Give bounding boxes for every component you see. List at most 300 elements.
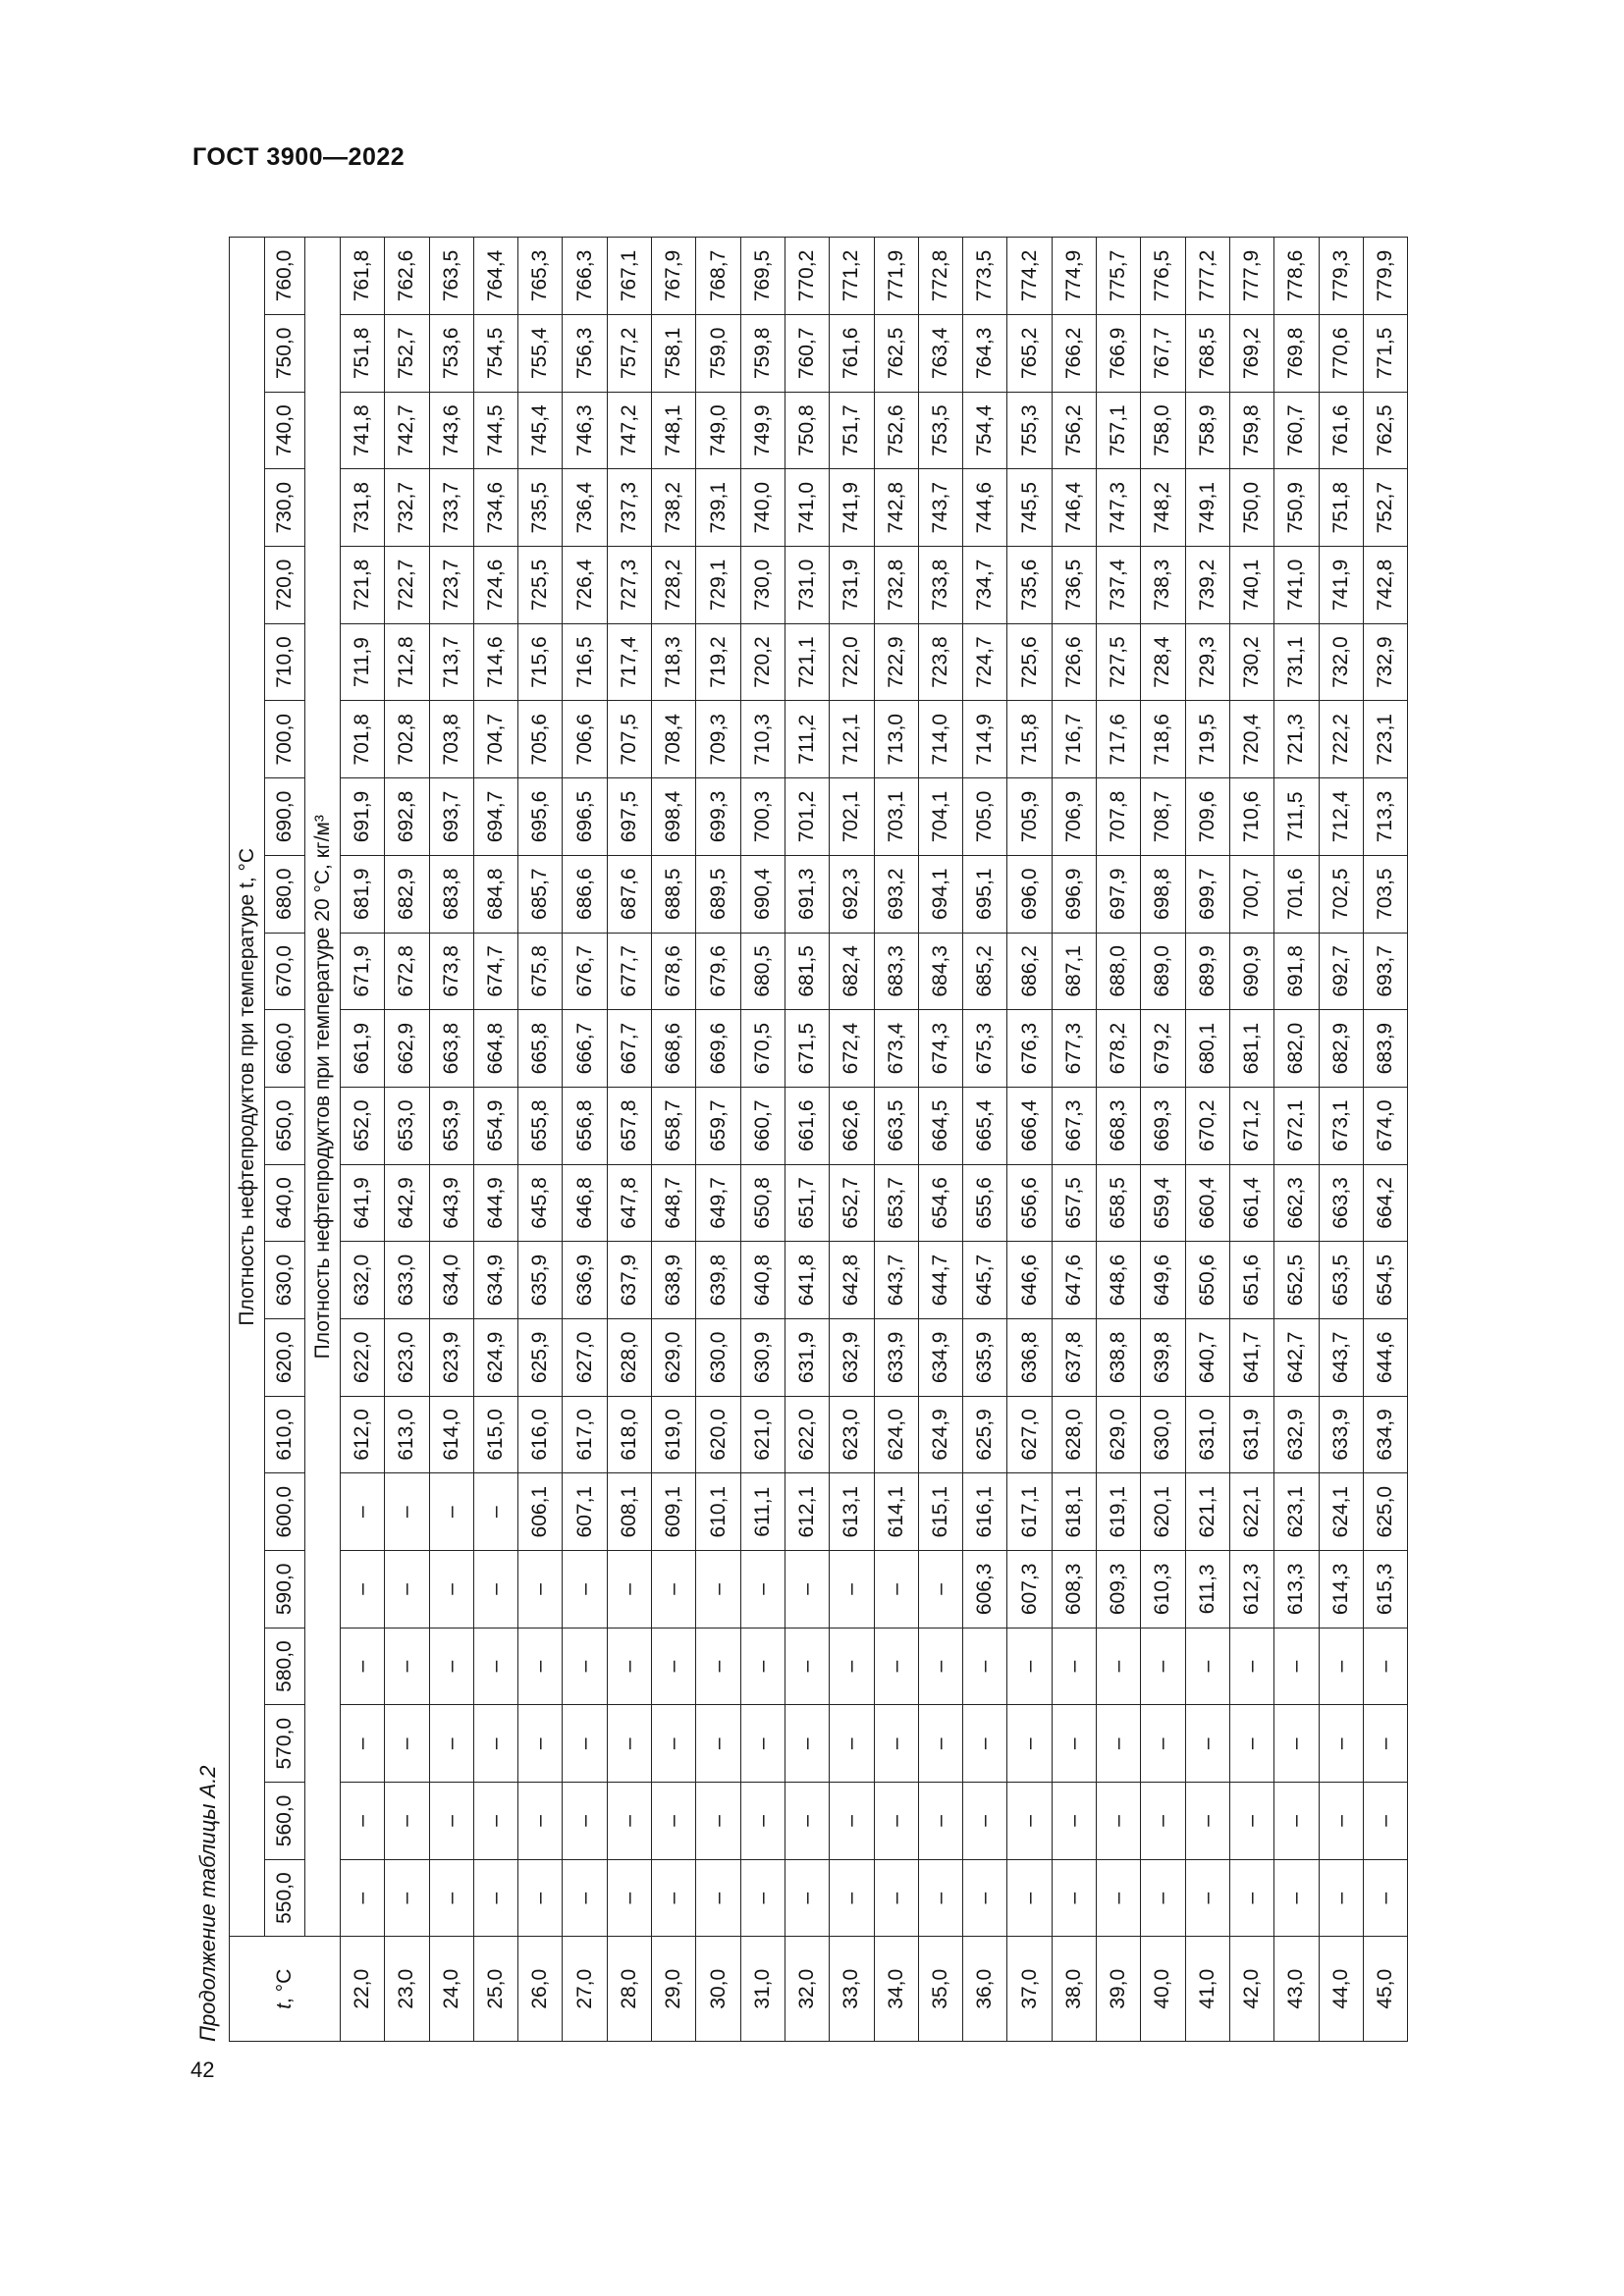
density-cell: – (830, 1551, 874, 1629)
density-cell: 702,8 (385, 701, 429, 778)
density-cell: 638,9 (652, 1242, 696, 1319)
density-cell: 742,8 (1363, 547, 1407, 624)
density-cell: – (874, 1705, 918, 1783)
density-cell: – (1319, 1705, 1363, 1783)
density-cell: – (740, 1628, 785, 1705)
density-cell: 651,7 (785, 1164, 829, 1242)
density-cell: – (963, 1783, 1007, 1860)
density-cell: 662,3 (1274, 1164, 1319, 1242)
density-cell: 641,7 (1229, 1318, 1273, 1396)
density-cell: 666,4 (1007, 1087, 1052, 1164)
density-cell: 637,8 (1052, 1318, 1096, 1396)
density-cell: 757,2 (607, 315, 651, 393)
density-cell: 749,1 (1185, 469, 1229, 547)
density-cell: 685,7 (518, 855, 563, 933)
density-cell: 746,3 (563, 392, 607, 469)
density-cell: 712,4 (1319, 778, 1363, 856)
density-cell: – (429, 1628, 473, 1705)
density-cell: 772,8 (918, 238, 962, 315)
density-cell: 758,0 (1141, 392, 1185, 469)
density-cell: 744,5 (473, 392, 517, 469)
density-cell: – (1363, 1859, 1407, 1937)
density-cell: 697,5 (607, 778, 651, 856)
density-cell: 758,9 (1185, 392, 1229, 469)
temperature-cell: 33,0 (830, 1937, 874, 2042)
density-cell: – (874, 1628, 918, 1705)
rotated-table-sheet (192, 236, 1461, 2042)
density-cell: 664,2 (1363, 1164, 1407, 1242)
density-cell: 669,6 (696, 1010, 740, 1088)
density-column-header: 700,0 (265, 701, 305, 778)
density-cell: 711,5 (1274, 778, 1319, 856)
density-cell: 767,7 (1141, 315, 1185, 393)
density-cell: – (563, 1705, 607, 1783)
table-row (874, 238, 918, 2042)
density-cell: 771,9 (874, 238, 918, 315)
density-cell: 631,0 (1185, 1396, 1229, 1473)
density-cell: 659,7 (696, 1087, 740, 1164)
density-cell: 606,3 (963, 1551, 1007, 1629)
temperature-column-header: t, °C (230, 1937, 341, 2042)
sub-header: Плотность нефтепродуктов при температуре 20 °C, кг/м³ (305, 238, 341, 1937)
density-cell: 721,1 (785, 623, 829, 701)
density-cell: 625,9 (518, 1318, 563, 1396)
density-cell: 615,3 (1363, 1551, 1407, 1629)
density-cell: 773,5 (963, 238, 1007, 315)
density-cell: 655,8 (518, 1087, 563, 1164)
density-cell: – (918, 1628, 962, 1705)
density-cell: – (963, 1705, 1007, 1783)
density-cell: 714,9 (963, 701, 1007, 778)
density-cell: 704,7 (473, 701, 517, 778)
density-cell: – (1141, 1859, 1185, 1937)
density-cell: 673,4 (874, 1010, 918, 1088)
density-cell: 662,9 (385, 1010, 429, 1088)
density-cell: 719,5 (1185, 701, 1229, 778)
density-cell: 756,3 (563, 315, 607, 393)
density-cell: – (918, 1859, 962, 1937)
density-cell: 699,3 (696, 778, 740, 856)
density-cell: 761,6 (830, 315, 874, 393)
density-cell: 751,8 (341, 315, 385, 393)
density-cell: 731,8 (341, 469, 385, 547)
density-cell: – (429, 1473, 473, 1551)
density-cell: 607,3 (1007, 1551, 1052, 1629)
density-cell: – (1141, 1705, 1185, 1783)
density-cell: 759,8 (740, 315, 785, 393)
density-cell: 639,8 (696, 1242, 740, 1319)
density-cell: 665,8 (518, 1010, 563, 1088)
density-cell: 717,6 (1097, 701, 1141, 778)
density-cell: 761,8 (341, 238, 385, 315)
density-cell: 750,9 (1274, 469, 1319, 547)
density-cell: – (1185, 1705, 1229, 1783)
density-cell: 617,1 (1007, 1473, 1052, 1551)
temperature-cell: 39,0 (1097, 1937, 1141, 2042)
density-cell: 682,0 (1274, 1010, 1319, 1088)
density-cell: 754,5 (473, 315, 517, 393)
temperature-cell: 38,0 (1052, 1937, 1096, 2042)
table-row (696, 238, 740, 2042)
density-cell: 622,1 (1229, 1473, 1273, 1551)
density-cell: 641,9 (341, 1164, 385, 1242)
density-cell: 630,9 (740, 1318, 785, 1396)
density-cell: 739,2 (1185, 547, 1229, 624)
density-cell: 750,0 (1229, 469, 1273, 547)
density-cell: 654,5 (1363, 1242, 1407, 1319)
density-cell: 622,0 (341, 1318, 385, 1396)
density-cell: 745,4 (518, 392, 563, 469)
density-cell: 663,5 (874, 1087, 918, 1164)
table-row (1229, 238, 1273, 2042)
density-cell: 732,0 (1319, 623, 1363, 701)
density-cell: 715,6 (518, 623, 563, 701)
density-cell: – (830, 1705, 874, 1783)
density-cell: 732,7 (385, 469, 429, 547)
density-cell: 691,8 (1274, 933, 1319, 1010)
density-cell: 743,6 (429, 392, 473, 469)
density-cell: 648,7 (652, 1164, 696, 1242)
density-cell: 736,4 (563, 469, 607, 547)
density-cell: 767,9 (652, 238, 696, 315)
table-row (1052, 238, 1096, 2042)
density-cell: – (518, 1859, 563, 1937)
density-cell: – (385, 1628, 429, 1705)
density-cell: 644,7 (918, 1242, 962, 1319)
density-cell: – (874, 1859, 918, 1937)
density-cell: 779,9 (1363, 238, 1407, 315)
density-cell: 632,0 (341, 1242, 385, 1319)
density-cell: 618,1 (1052, 1473, 1096, 1551)
density-cell: 667,7 (607, 1010, 651, 1088)
density-cell: 630,0 (696, 1318, 740, 1396)
density-cell: 748,2 (1141, 469, 1185, 547)
density-cell: – (874, 1551, 918, 1629)
density-cell: 627,0 (1007, 1396, 1052, 1473)
density-cell: – (563, 1628, 607, 1705)
density-cell: – (696, 1628, 740, 1705)
density-column-header: 660,0 (265, 1010, 305, 1088)
density-cell: – (607, 1628, 651, 1705)
table-row (518, 238, 563, 2042)
density-cell: 731,0 (785, 547, 829, 624)
density-cell: 723,1 (1363, 701, 1407, 778)
density-cell: – (652, 1628, 696, 1705)
density-cell: – (740, 1551, 785, 1629)
table-row (341, 238, 385, 2042)
density-column-header: 550,0 (265, 1859, 305, 1937)
density-cell: – (696, 1859, 740, 1937)
table-row (1363, 238, 1407, 2042)
density-cell: 677,3 (1052, 1010, 1096, 1088)
density-cell: 687,1 (1052, 933, 1096, 1010)
density-cell: 712,8 (385, 623, 429, 701)
density-cell: 631,9 (785, 1318, 829, 1396)
density-cell: 688,5 (652, 855, 696, 933)
density-cell: 705,9 (1007, 778, 1052, 856)
density-cell: 691,3 (785, 855, 829, 933)
density-cell: 612,3 (1229, 1551, 1273, 1629)
density-cell: 765,2 (1007, 315, 1052, 393)
density-cell: 658,7 (652, 1087, 696, 1164)
density-cell: 751,8 (1319, 469, 1363, 547)
density-cell: 655,6 (963, 1164, 1007, 1242)
density-cell: 775,7 (1097, 238, 1141, 315)
group-header: Плотность нефтепродуктов при температуре t, °C (230, 238, 265, 1937)
density-cell: 729,1 (696, 547, 740, 624)
density-cell: – (341, 1705, 385, 1783)
density-cell: 706,9 (1052, 778, 1096, 856)
density-cell: 674,3 (918, 1010, 962, 1088)
density-cell: 682,9 (1319, 1010, 1363, 1088)
density-cell: – (1007, 1783, 1052, 1860)
density-cell: 722,2 (1319, 701, 1363, 778)
density-cell: 708,4 (652, 701, 696, 778)
density-cell: 634,9 (918, 1318, 962, 1396)
density-cell: 701,6 (1274, 855, 1319, 933)
density-cell: – (1274, 1628, 1319, 1705)
density-cell: 727,3 (607, 547, 651, 624)
density-column-header: 640,0 (265, 1164, 305, 1242)
density-cell: 635,9 (963, 1318, 1007, 1396)
density-cell: 729,3 (1185, 623, 1229, 701)
density-cell: – (830, 1859, 874, 1937)
temperature-cell: 29,0 (652, 1937, 696, 2042)
table-row (563, 238, 607, 2042)
density-cell: 634,9 (473, 1242, 517, 1319)
density-cell: 620,1 (1141, 1473, 1185, 1551)
density-column-header: 560,0 (265, 1783, 305, 1860)
density-cell: 750,8 (785, 392, 829, 469)
density-cell: – (1097, 1783, 1141, 1860)
density-cell: 731,9 (830, 547, 874, 624)
density-cell: – (1319, 1783, 1363, 1860)
temperature-cell: 25,0 (473, 1937, 517, 2042)
density-cell: 770,2 (785, 238, 829, 315)
density-cell: – (385, 1705, 429, 1783)
density-cell: 679,2 (1141, 1010, 1185, 1088)
density-cell: 624,9 (918, 1396, 962, 1473)
density-cell: – (696, 1705, 740, 1783)
density-cell: 649,7 (696, 1164, 740, 1242)
density-column-header: 730,0 (265, 469, 305, 547)
density-cell: 711,2 (785, 701, 829, 778)
density-cell: 611,3 (1185, 1551, 1229, 1629)
density-cell: – (341, 1473, 385, 1551)
temperature-cell: 42,0 (1229, 1937, 1273, 2042)
temperature-cell: 35,0 (918, 1937, 962, 2042)
temperature-cell: 28,0 (607, 1937, 651, 2042)
density-column-header: 590,0 (265, 1551, 305, 1629)
density-cell: 666,7 (563, 1010, 607, 1088)
density-cell: 693,7 (429, 778, 473, 856)
density-cell: 624,9 (473, 1318, 517, 1396)
density-cell: 668,3 (1097, 1087, 1141, 1164)
density-cell: 636,9 (563, 1242, 607, 1319)
density-cell: 714,6 (473, 623, 517, 701)
density-cell: 667,3 (1052, 1087, 1096, 1164)
density-cell: 608,3 (1052, 1551, 1096, 1629)
density-cell: 677,7 (607, 933, 651, 1010)
density-cell: 660,4 (1185, 1164, 1229, 1242)
density-cell: 624,1 (1319, 1473, 1363, 1551)
density-cell: 647,8 (607, 1164, 651, 1242)
density-cell: 663,3 (1319, 1164, 1363, 1242)
density-cell: – (740, 1783, 785, 1860)
density-cell: 646,6 (1007, 1242, 1052, 1319)
density-cell: 614,0 (429, 1396, 473, 1473)
density-cell: 632,9 (830, 1318, 874, 1396)
density-cell: 721,8 (341, 547, 385, 624)
density-cell: – (385, 1473, 429, 1551)
density-cell: – (341, 1551, 385, 1629)
density-cell: 706,6 (563, 701, 607, 778)
density-cell: 642,7 (1274, 1318, 1319, 1396)
temperature-cell: 44,0 (1319, 1937, 1363, 2042)
density-cell: 700,7 (1229, 855, 1273, 933)
density-cell: 696,0 (1007, 855, 1052, 933)
density-cell: 694,1 (918, 855, 962, 933)
density-cell: – (607, 1859, 651, 1937)
density-cell: 664,5 (918, 1087, 962, 1164)
density-cell: 634,9 (1363, 1396, 1407, 1473)
density-cell: 700,3 (740, 778, 785, 856)
density-cell: 760,7 (785, 315, 829, 393)
density-cell: 752,7 (385, 315, 429, 393)
density-cell: 776,5 (1141, 238, 1185, 315)
density-cell: 682,4 (830, 933, 874, 1010)
density-cell: 692,7 (1319, 933, 1363, 1010)
density-cell: – (473, 1551, 517, 1629)
density-cell: 705,0 (963, 778, 1007, 856)
density-cell: 673,8 (429, 933, 473, 1010)
density-cell: 730,2 (1229, 623, 1273, 701)
density-cell: 702,5 (1319, 855, 1363, 933)
temperature-cell: 37,0 (1007, 1937, 1052, 2042)
temperature-cell: 36,0 (963, 1937, 1007, 2042)
density-cell: 653,0 (385, 1087, 429, 1164)
density-cell: 630,0 (1141, 1396, 1185, 1473)
density-cell: 744,6 (963, 469, 1007, 547)
density-cell: 743,7 (918, 469, 962, 547)
density-cell: – (518, 1783, 563, 1860)
density-cell: 741,9 (1319, 547, 1363, 624)
density-cell: 683,9 (1363, 1010, 1407, 1088)
density-cell: 684,8 (473, 855, 517, 933)
table-row (830, 238, 874, 2042)
density-cell: 635,9 (518, 1242, 563, 1319)
density-cell: 682,9 (385, 855, 429, 933)
density-column-header: 600,0 (265, 1473, 305, 1551)
density-column-header: 690,0 (265, 778, 305, 856)
table-row (385, 238, 429, 2042)
density-cell: 645,8 (518, 1164, 563, 1242)
density-cell: 718,3 (652, 623, 696, 701)
density-cell: 643,7 (1319, 1318, 1363, 1396)
temperature-cell: 23,0 (385, 1937, 429, 2042)
density-cell: 751,7 (830, 392, 874, 469)
density-cell: – (1052, 1628, 1096, 1705)
density-cell: 723,7 (429, 547, 473, 624)
density-cell: 670,5 (740, 1010, 785, 1088)
table-caption: Продолжение таблицы А.2 (195, 1765, 220, 2042)
density-cell: 722,9 (874, 623, 918, 701)
density-cell: 755,4 (518, 315, 563, 393)
density-cell: – (385, 1551, 429, 1629)
density-cell: – (785, 1783, 829, 1860)
density-cell: – (341, 1628, 385, 1705)
density-cell: 642,9 (385, 1164, 429, 1242)
density-cell: 710,3 (740, 701, 785, 778)
density-cell: – (1007, 1628, 1052, 1705)
density-cell: 715,8 (1007, 701, 1052, 778)
density-cell: 683,8 (429, 855, 473, 933)
temperature-cell: 26,0 (518, 1937, 563, 2042)
density-cell: 613,0 (385, 1396, 429, 1473)
density-cell: 616,1 (963, 1473, 1007, 1551)
density-cell: – (1185, 1783, 1229, 1860)
density-cell: 745,5 (1007, 469, 1052, 547)
density-cell: – (696, 1551, 740, 1629)
density-cell: 694,7 (473, 778, 517, 856)
density-table (229, 237, 1408, 2042)
density-cell: 699,7 (1185, 855, 1229, 933)
density-cell: 674,0 (1363, 1087, 1407, 1164)
density-cell: – (1274, 1783, 1319, 1860)
density-cell: 623,0 (385, 1318, 429, 1396)
density-cell: – (785, 1551, 829, 1629)
density-cell: – (385, 1783, 429, 1860)
density-cell: – (918, 1551, 962, 1629)
density-cell: 752,6 (874, 392, 918, 469)
density-cell: 623,1 (1274, 1473, 1319, 1551)
table-row (1319, 238, 1363, 2042)
density-cell: 621,1 (1185, 1473, 1229, 1551)
density-cell: 692,3 (830, 855, 874, 933)
density-cell: 741,0 (785, 469, 829, 547)
density-cell: 764,4 (473, 238, 517, 315)
density-cell: 710,6 (1229, 778, 1273, 856)
density-cell: 717,4 (607, 623, 651, 701)
density-cell: 705,6 (518, 701, 563, 778)
density-cell: – (341, 1783, 385, 1860)
table-row (963, 238, 1007, 2042)
density-cell: 721,3 (1274, 701, 1319, 778)
density-cell: 683,3 (874, 933, 918, 1010)
density-cell: – (473, 1859, 517, 1937)
density-cell: 736,5 (1052, 547, 1096, 624)
density-cell: 746,4 (1052, 469, 1096, 547)
density-cell: – (785, 1628, 829, 1705)
density-cell: 668,6 (652, 1010, 696, 1088)
density-cell: 674,7 (473, 933, 517, 1010)
density-cell: 724,6 (473, 547, 517, 624)
density-cell: 672,8 (385, 933, 429, 1010)
density-cell: 742,8 (874, 469, 918, 547)
density-cell: – (607, 1783, 651, 1860)
density-cell: 676,3 (1007, 1010, 1052, 1088)
density-cell: 670,2 (1185, 1087, 1229, 1164)
temperature-cell: 24,0 (429, 1937, 473, 2042)
density-cell: 612,0 (341, 1396, 385, 1473)
density-cell: 681,1 (1229, 1010, 1273, 1088)
density-cell: 747,2 (607, 392, 651, 469)
density-cell: 725,6 (1007, 623, 1052, 701)
density-cell: 739,1 (696, 469, 740, 547)
density-cell: 764,3 (963, 315, 1007, 393)
density-cell: 681,9 (341, 855, 385, 933)
density-cell: – (874, 1783, 918, 1860)
